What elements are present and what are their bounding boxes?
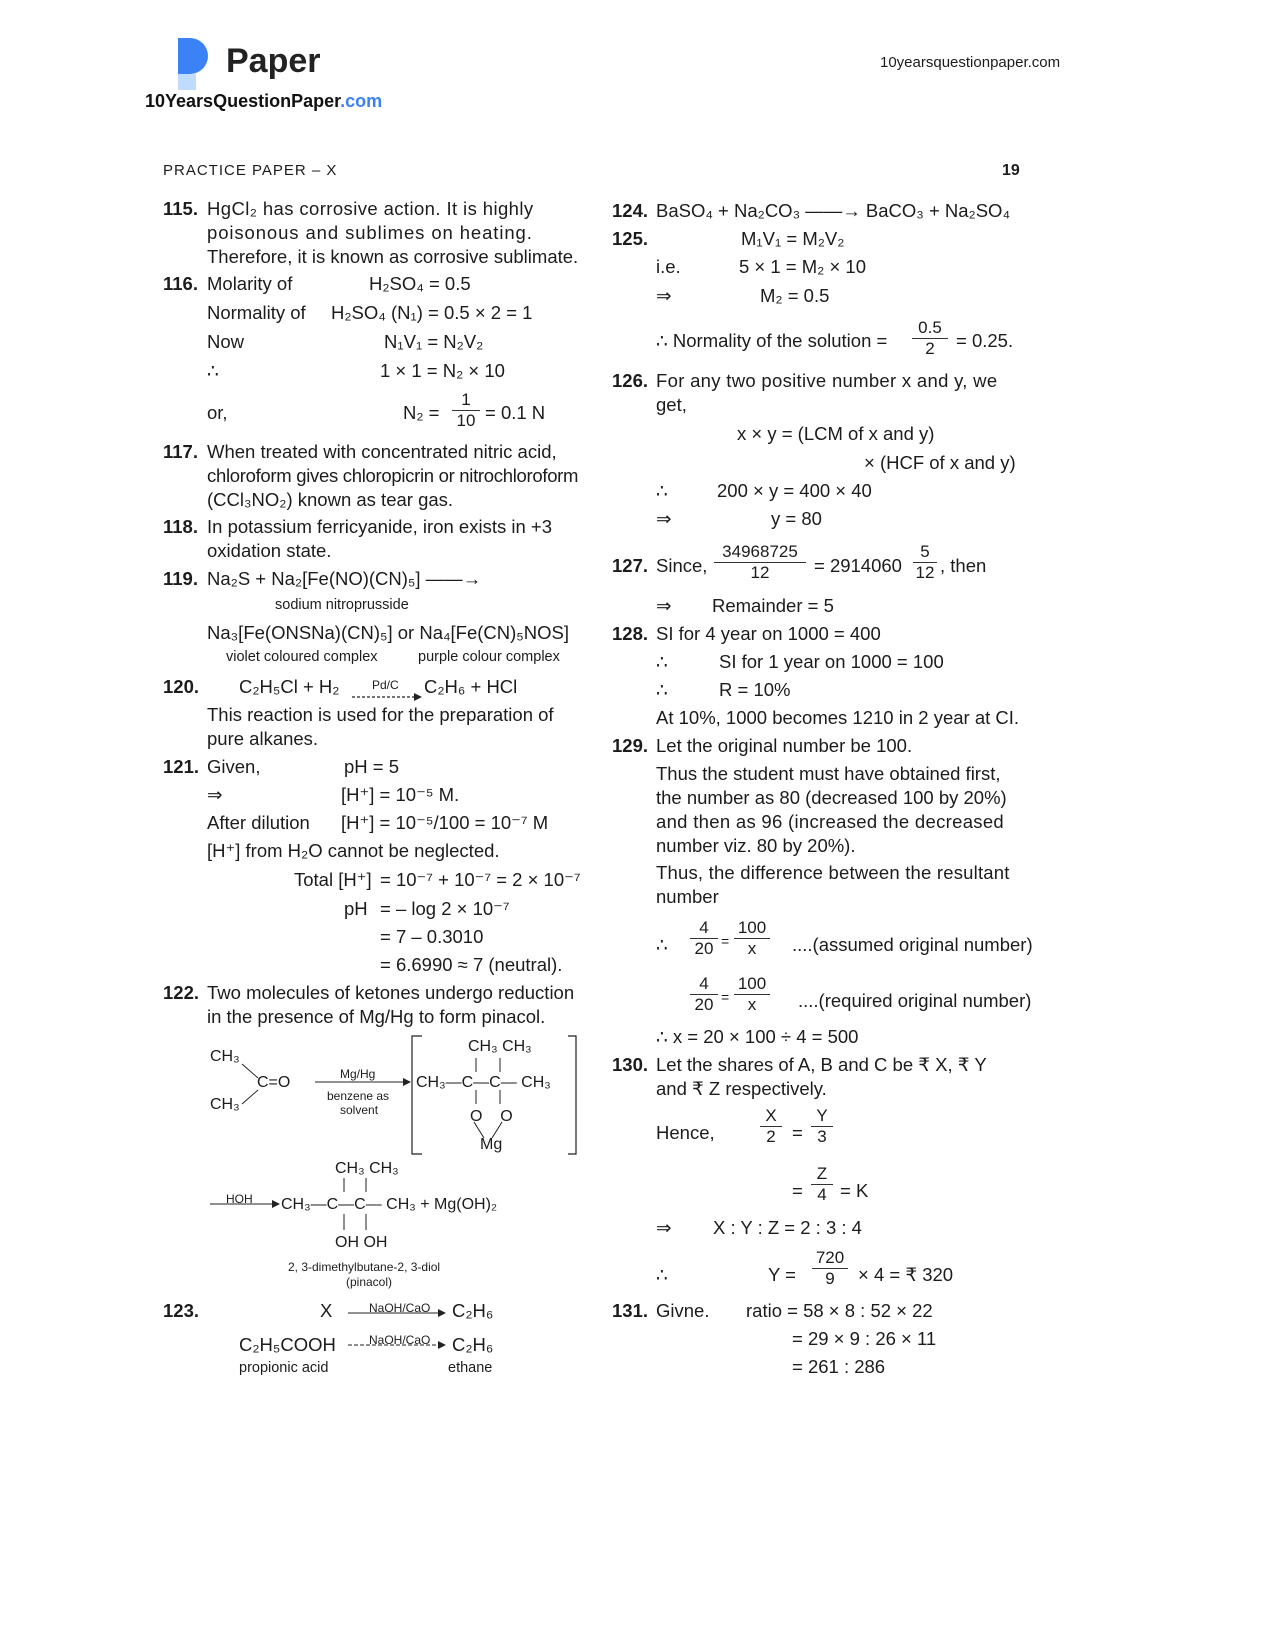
therefore-symbol: ∴ bbox=[656, 1264, 668, 1285]
numerator: Z bbox=[811, 1164, 833, 1185]
methyl-group: CH₃ bbox=[210, 1096, 240, 1113]
answer-line: In potassium ferricyanide, iron exists in +3 bbox=[207, 516, 552, 537]
denominator: 10 bbox=[456, 411, 476, 430]
answer-line: 5 × 1 = M₂ × 10 bbox=[739, 256, 866, 277]
answer-line: For any two positive number x and y, we bbox=[656, 370, 998, 391]
answer-line: = 0.1 N bbox=[485, 402, 546, 423]
logo-icon bbox=[176, 36, 210, 92]
magnesium-atom: Mg bbox=[480, 1136, 503, 1153]
implies-symbol: ⇒ bbox=[207, 784, 223, 805]
q-number: 119. bbox=[163, 568, 198, 589]
answer-line: X : Y : Z = 2 : 3 : 4 bbox=[713, 1217, 862, 1238]
carbonyl-group: C=O bbox=[257, 1074, 291, 1091]
answer-line: When treated with concentrated nitric acid, bbox=[207, 441, 557, 462]
therefore-symbol: ∴ bbox=[656, 679, 668, 700]
fraction bbox=[690, 918, 718, 959]
denominator: x bbox=[747, 939, 757, 958]
fraction bbox=[913, 542, 937, 583]
equals-sign: = bbox=[721, 989, 730, 1005]
denominator: 12 bbox=[915, 563, 935, 582]
denominator: 2 bbox=[925, 339, 935, 358]
reaction-arrow bbox=[348, 1309, 448, 1317]
compound-label: violet coloured complex bbox=[226, 649, 378, 665]
answer-line: poisonous and sublimes on heating. bbox=[207, 222, 533, 243]
numerator: 4 bbox=[690, 918, 718, 939]
unknown-x: X bbox=[320, 1300, 333, 1321]
reagent-label: HOH bbox=[226, 1192, 253, 1206]
compound-label: sodium nitroprusside bbox=[275, 597, 409, 613]
answer-line: = – log 2 × 10⁻⁷ bbox=[380, 898, 510, 919]
methyl-groups: CH₃ CH₃ bbox=[468, 1038, 532, 1055]
site-url[interactable]: 10yearsquestionpaper.com bbox=[880, 54, 1061, 71]
fraction bbox=[734, 918, 770, 959]
reaction-arrow bbox=[352, 688, 422, 696]
answer-line: = 0.25. bbox=[956, 330, 1014, 351]
answer-line: 1 × 1 = N₂ × 10 bbox=[380, 360, 505, 381]
product: C₂H₆ bbox=[452, 1300, 494, 1321]
denominator: 12 bbox=[750, 563, 770, 582]
q-number: 131. bbox=[612, 1300, 649, 1321]
answer-line: in the presence of Mg/Hg to form pinacol. bbox=[207, 1006, 546, 1027]
q-number: 117. bbox=[163, 441, 198, 462]
reagent-label: NaOH/CaO bbox=[369, 1301, 431, 1315]
hydroxyl-groups: OH OH bbox=[335, 1234, 388, 1251]
answer-line: the number as 80 (decreased 100 by 20%) bbox=[656, 787, 1007, 808]
answer-line: number viz. 80 by 20%). bbox=[656, 835, 856, 856]
answer-line: , then bbox=[940, 555, 987, 576]
methyl-groups: CH₃ CH₃ bbox=[335, 1160, 399, 1177]
answer-line: M₁V₁ = M₂V₂ bbox=[741, 228, 845, 249]
solvent-label: solvent bbox=[340, 1103, 379, 1117]
numerator: 4 bbox=[690, 974, 718, 995]
therefore-symbol: ∴ bbox=[656, 934, 668, 955]
fraction bbox=[690, 974, 718, 1015]
answer-line: = 261 : 286 bbox=[792, 1356, 886, 1377]
numerator: X bbox=[760, 1106, 782, 1127]
denominator: 9 bbox=[825, 1269, 835, 1288]
answer-line: Thus the student must have obtained first, bbox=[656, 763, 1001, 784]
answer-line: ∴ Normality of the solution = bbox=[656, 330, 888, 351]
answer-line: This reaction is used for the preparation of bbox=[207, 704, 554, 725]
site-name[interactable]: 10YearsQuestionPaper.com bbox=[145, 91, 383, 111]
answer-line: Therefore, it is known as corrosive sublimate. bbox=[207, 246, 579, 267]
answer-line: = 10⁻⁷ + 10⁻⁷ = 2 × 10⁻⁷ bbox=[380, 869, 581, 890]
numerator: 100 bbox=[734, 974, 770, 995]
q-number: 123. bbox=[163, 1300, 200, 1321]
answer-line: H₂SO₄ (N₁) = 0.5 × 2 = 1 bbox=[331, 302, 533, 323]
answer-line: pure alkanes. bbox=[207, 728, 319, 749]
q-number: 130. bbox=[612, 1054, 649, 1075]
q-number: 126. bbox=[612, 370, 649, 391]
answer-line: Now bbox=[207, 331, 245, 352]
answer-line: At 10%, 1000 becomes 1210 in 2 year at CI. bbox=[656, 707, 1020, 728]
therefore-symbol: ∴ bbox=[656, 480, 668, 501]
answer-line: = 6.6990 ≈ 7 (neutral). bbox=[380, 954, 563, 975]
answer-line: y = 80 bbox=[771, 508, 822, 529]
answer-line: Since, bbox=[656, 555, 708, 576]
answer-line: HgCl₂ has corrosive action. It is highly bbox=[207, 198, 534, 219]
answer-line: Let the shares of A, B and C be ₹ X, ₹ Y bbox=[656, 1054, 987, 1075]
q-number: 116. bbox=[163, 273, 198, 294]
fraction bbox=[812, 1248, 848, 1289]
note: ....(assumed original number) bbox=[792, 934, 1033, 955]
answer-line: ∴ x = 20 × 100 ÷ 4 = 500 bbox=[656, 1026, 859, 1047]
answer-line: 200 × y = 400 × 40 bbox=[717, 480, 872, 501]
answer-line: Two molecules of ketones undergo reduction bbox=[207, 982, 575, 1003]
note: ....(required original number) bbox=[798, 990, 1032, 1011]
numerator: 34968725 bbox=[714, 542, 806, 563]
q-number: 118. bbox=[163, 516, 198, 537]
answer-line: Givne. bbox=[656, 1300, 710, 1321]
compound-name: 2, 3-dimethylbutane-2, 3-diol bbox=[288, 1260, 441, 1274]
q-number: 115. bbox=[163, 198, 198, 219]
equals-sign: = bbox=[792, 1180, 803, 1201]
reagent-label: NaOH/CaO bbox=[369, 1333, 431, 1347]
answer-line: × 4 = ₹ 320 bbox=[858, 1264, 954, 1285]
answer-line: [H⁺] = 10⁻⁵ M. bbox=[341, 784, 460, 805]
compound-name: (pinacol) bbox=[346, 1275, 393, 1289]
carbon-chain: CH₃—C—C— CH₃ + Mg(OH)₂ bbox=[281, 1196, 498, 1213]
numerator: Y bbox=[811, 1106, 833, 1127]
answer-line: [H⁺] from H₂O cannot be neglected. bbox=[207, 840, 500, 861]
numerator: 720 bbox=[812, 1248, 848, 1269]
oxygen-atoms: O O bbox=[470, 1108, 513, 1125]
answer-line: pH bbox=[344, 898, 368, 919]
solvent-label: benzene as bbox=[327, 1089, 390, 1103]
q-number: 122. bbox=[163, 982, 200, 1003]
reagent-label: Mg/Hg bbox=[340, 1067, 376, 1081]
answer-line: chloroform gives chloropicrin or nitrochloroform bbox=[207, 465, 579, 486]
answer-line: Y = bbox=[768, 1264, 796, 1285]
section-title: PRACTICE PAPER – X bbox=[163, 162, 338, 179]
equation: C₂H₅Cl + H₂ bbox=[239, 676, 340, 697]
carbon-chain: CH₃—C—C— CH₃ bbox=[416, 1074, 551, 1091]
equation: Na₂S + Na₂[Fe(NO)(CN)₅] ——→ bbox=[207, 568, 482, 589]
answer-line: = 29 × 9 : 26 × 11 bbox=[792, 1328, 937, 1349]
fraction bbox=[912, 318, 948, 359]
answer-line: × (HCF of x and y) bbox=[864, 452, 1016, 473]
implies-symbol: ⇒ bbox=[656, 1217, 672, 1238]
fraction bbox=[734, 974, 770, 1015]
equals-sign: = bbox=[792, 1122, 803, 1143]
q-number: 120. bbox=[163, 676, 200, 697]
implies-symbol: ⇒ bbox=[656, 595, 672, 616]
answer-line: R = 10% bbox=[719, 679, 791, 700]
numerator: 1 bbox=[452, 390, 480, 411]
answer-line: = 7 – 0.3010 bbox=[380, 926, 484, 947]
answer-line: ratio = 58 × 8 : 52 × 22 bbox=[746, 1300, 933, 1321]
answer-line: Thus, the difference between the resultant bbox=[656, 862, 1010, 883]
answer-line: Let the original number be 100. bbox=[656, 735, 913, 756]
answer-line: After dilution bbox=[207, 812, 310, 833]
answer-line: number bbox=[656, 886, 719, 907]
equation: BaSO₄ + Na₂CO₃ ——→ BaCO₃ + Na₂SO₄ bbox=[656, 200, 1010, 221]
therefore-symbol: ∴ bbox=[656, 651, 668, 672]
implies-symbol: ⇒ bbox=[656, 508, 672, 529]
fraction bbox=[811, 1164, 833, 1205]
denominator: 3 bbox=[817, 1127, 827, 1146]
compound-label: ethane bbox=[448, 1360, 493, 1376]
answer-line: = 2914060 bbox=[814, 555, 902, 576]
q-number: 128. bbox=[612, 623, 649, 644]
fraction bbox=[714, 542, 806, 583]
equation: Na₃[Fe(ONSNa)(CN)₅] or Na₄[Fe(CN)₅NOS] bbox=[207, 622, 569, 643]
denominator: 20 bbox=[694, 939, 714, 958]
answer-line: (CCl₃NO₂) known as tear gas. bbox=[207, 489, 454, 510]
numerator: 5 bbox=[913, 542, 937, 563]
answer-line: [H⁺] = 10⁻⁵/100 = 10⁻⁷ M bbox=[341, 812, 549, 833]
answer-line: and ₹ Z respectively. bbox=[656, 1078, 827, 1099]
equation: C₂H₆ + HCl bbox=[424, 676, 518, 697]
answer-line: H₂SO₄ = 0.5 bbox=[369, 273, 471, 294]
answer-line: N₂ = bbox=[403, 402, 440, 423]
answer-line: Hence, bbox=[656, 1122, 715, 1143]
reaction-arrow bbox=[348, 1341, 448, 1349]
q-number: 129. bbox=[612, 735, 649, 756]
catalyst-label: Pd/C bbox=[372, 678, 399, 692]
answer-line: pH = 5 bbox=[344, 756, 400, 777]
reactant: C₂H₅COOH bbox=[239, 1334, 336, 1355]
compound-label: propionic acid bbox=[239, 1360, 329, 1376]
numerator: 100 bbox=[734, 918, 770, 939]
compound-label: purple colour complex bbox=[418, 649, 560, 665]
answer-line: Remainder = 5 bbox=[712, 595, 834, 616]
answer-line: or, bbox=[207, 402, 228, 423]
answer-line: M₂ = 0.5 bbox=[760, 285, 830, 306]
implies-symbol: ⇒ bbox=[656, 285, 672, 306]
answer-line: i.e. bbox=[656, 256, 681, 277]
q-number: 127. bbox=[612, 555, 649, 576]
product: C₂H₆ bbox=[452, 1334, 494, 1355]
answer-line: and then as 96 (increased the decreased bbox=[656, 811, 1005, 832]
answer-line: N₁V₁ = N₂V₂ bbox=[384, 331, 484, 352]
fraction bbox=[760, 1106, 782, 1147]
answer-line: Total [H⁺] bbox=[294, 869, 372, 890]
denominator: 4 bbox=[817, 1185, 827, 1204]
page-number: 19 bbox=[1002, 162, 1020, 179]
denominator: x bbox=[747, 995, 757, 1014]
denominator: 20 bbox=[694, 995, 714, 1014]
therefore-symbol: ∴ bbox=[207, 360, 219, 381]
answer-line: oxidation state. bbox=[207, 540, 332, 561]
answer-line: Given, bbox=[207, 756, 261, 777]
denominator: 2 bbox=[766, 1127, 776, 1146]
equals-sign: = bbox=[721, 933, 730, 949]
answer-line: SI for 1 year on 1000 = 100 bbox=[719, 651, 944, 672]
pinacol-reaction-diagram bbox=[200, 1030, 590, 1290]
answer-line: = K bbox=[840, 1180, 869, 1201]
answer-line: get, bbox=[656, 394, 687, 415]
answer-line: Molarity of bbox=[207, 273, 293, 294]
q-number: 125. bbox=[612, 228, 649, 249]
q-number: 121. bbox=[163, 756, 200, 777]
logo-word: Paper bbox=[226, 42, 321, 80]
answer-line: x × y = (LCM of x and y) bbox=[737, 423, 935, 444]
answer-line: Normality of bbox=[207, 302, 306, 323]
fraction bbox=[452, 390, 480, 431]
fraction bbox=[811, 1106, 833, 1147]
numerator: 0.5 bbox=[912, 318, 948, 339]
q-number: 124. bbox=[612, 200, 649, 221]
methyl-group: CH₃ bbox=[210, 1048, 240, 1065]
answer-line: SI for 4 year on 1000 = 400 bbox=[656, 623, 881, 644]
